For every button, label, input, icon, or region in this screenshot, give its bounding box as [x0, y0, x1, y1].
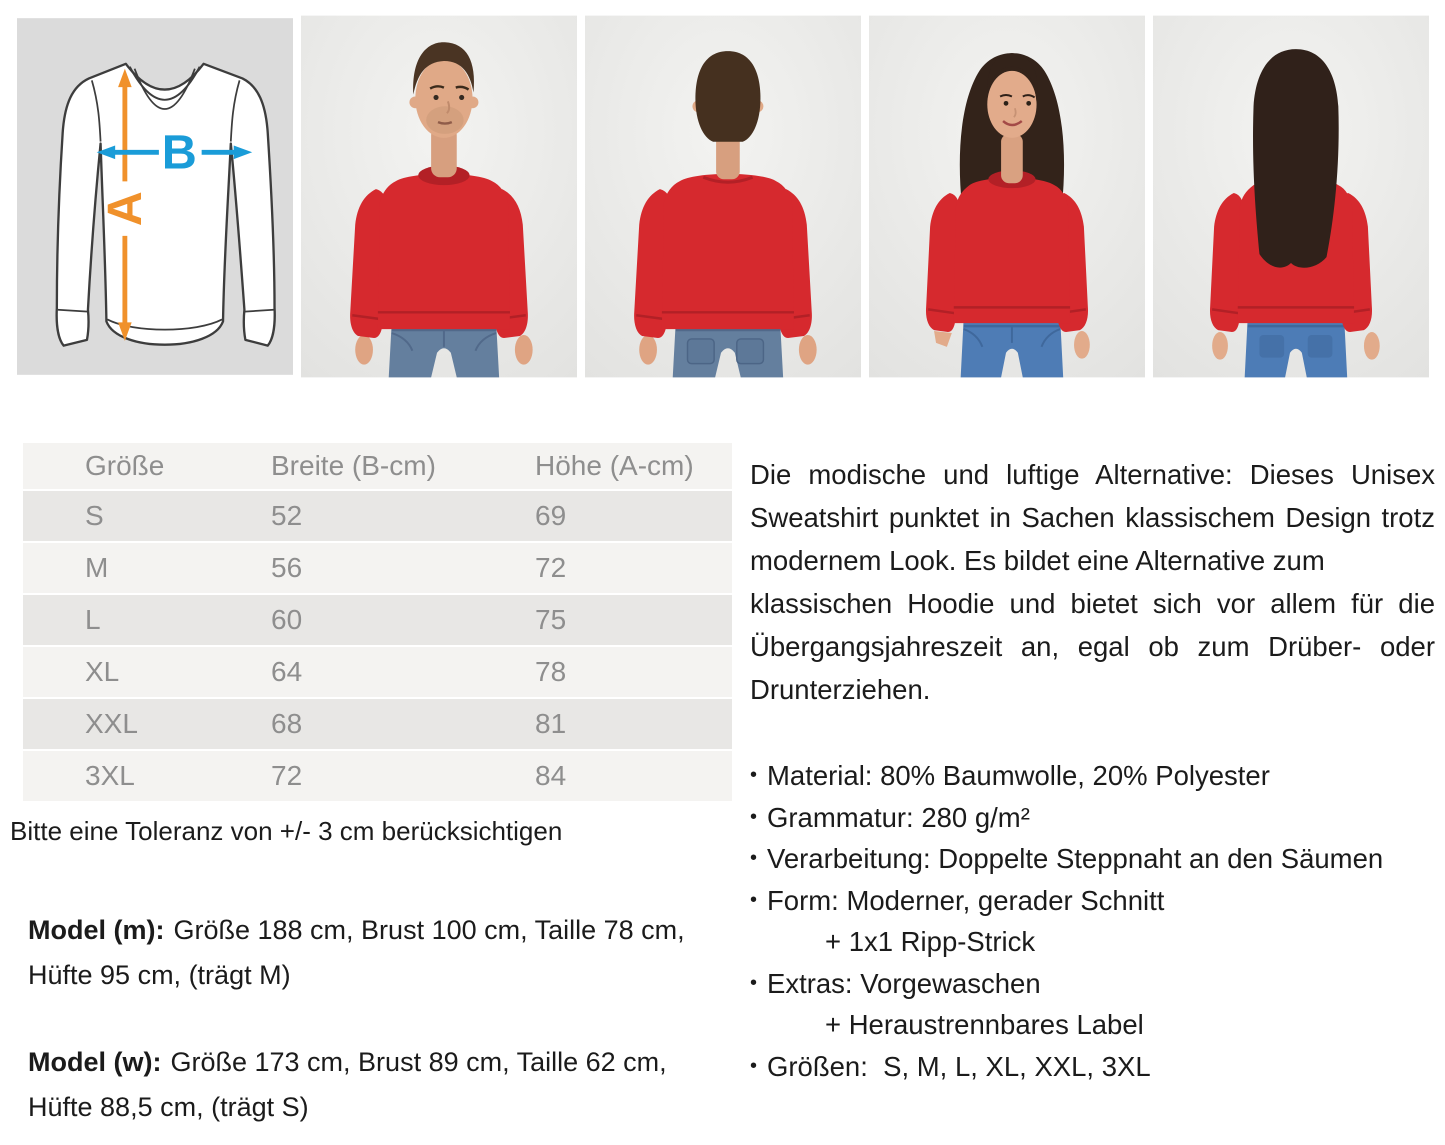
feature-item-form: [750, 880, 1435, 922]
size-diagram-image[interactable]: [17, 13, 293, 380]
description-line: Drunterziehen.: [750, 674, 931, 705]
bullet-dot: •: [750, 888, 758, 911]
size-table-header-row: [23, 443, 732, 489]
size-table: [23, 443, 732, 801]
feature-item-material: [750, 755, 1435, 797]
feature-text: + 1x1 Ripp-Strick: [825, 926, 1036, 957]
feature-text: Material: 80% Baumwolle, 20% Polyester: [767, 760, 1270, 791]
height-cell: 69: [535, 500, 567, 531]
width-cell: 56: [271, 552, 303, 583]
female-front-illustration: [869, 13, 1145, 380]
size-table-row-s: [23, 491, 732, 541]
feature-item-ripp-strick: [750, 921, 1435, 963]
feature-text: + Heraustrennbares Label: [825, 1009, 1144, 1040]
size-table-row-xxl: [23, 699, 732, 749]
size-cell: M: [85, 552, 109, 583]
female-back-illustration: [1153, 13, 1429, 380]
size-table-row-xl: [23, 647, 732, 697]
label-a: A: [97, 191, 152, 227]
feature-text: Größen: S, M, L, XL, XXL, 3XL: [767, 1050, 1151, 1082]
width-cell: 64: [271, 656, 303, 687]
bullet-dot: •: [750, 847, 758, 869]
tolerance-note: Bitte eine Toleranz von +/- 3 cm berücksichtigen: [10, 816, 563, 846]
model-male-front-photo[interactable]: [301, 13, 577, 380]
model-female-label: Model (w):: [28, 1047, 162, 1077]
description-column: [750, 443, 1435, 1130]
size-table-header-breite: Breite (B-cm): [271, 450, 436, 481]
model-info-female-line1: [28, 1040, 737, 1085]
feature-item-groessen: [750, 1046, 1435, 1088]
model-male-back-photo[interactable]: [585, 13, 861, 380]
male-front-illustration: [301, 13, 577, 380]
feature-item-grammatur: [750, 797, 1435, 839]
feature-text: Verarbeitung: Doppelte Steppnaht an den Säumen: [767, 843, 1384, 874]
feature-text: Extras: Vorgewaschen: [767, 967, 1041, 999]
model-female-front-photo[interactable]: [869, 13, 1145, 380]
label-b: B: [161, 125, 197, 180]
feature-item-label: [750, 1004, 1435, 1046]
model-info-male-line2: Hüfte 95 cm, (trägt M): [28, 960, 291, 990]
model-male-measurements: Größe 188 cm, Brust 100 cm, Taille 78 cm,: [173, 915, 685, 945]
model-male-label: Model (m):: [28, 915, 165, 945]
description-line: Sweatshirt punktet in Sachen klassischem Design trotz: [750, 502, 1435, 533]
size-table-row-l: [23, 595, 732, 645]
feature-text: Form: Moderner, gerader Schnitt: [767, 884, 1165, 916]
width-cell: 60: [271, 604, 303, 635]
model-info-female: [28, 1040, 737, 1130]
model-info-female-line2: Hüfte 88,5 cm, (trägt S): [28, 1092, 309, 1122]
bullet-dot: •: [750, 971, 758, 994]
size-cell: S: [85, 500, 104, 531]
feature-list: [750, 755, 1435, 1087]
description-line: Übergangsjahreszeit an, egal ob zum Drüber- oder: [750, 631, 1435, 662]
model-female-measurements: Größe 173 cm, Brust 89 cm, Taille 62 cm,: [170, 1047, 667, 1077]
height-cell: 78: [535, 656, 567, 687]
width-cell: 72: [271, 760, 303, 791]
size-table-header-hoehe: Höhe (A-cm): [535, 450, 694, 481]
model-female-back-photo[interactable]: [1153, 13, 1429, 380]
bullet-dot: •: [750, 764, 758, 786]
bullet-dot: •: [750, 805, 758, 828]
width-cell: 52: [271, 500, 303, 531]
height-cell: 72: [535, 552, 567, 583]
feature-item-verarbeitung: [750, 838, 1435, 880]
size-diagram-illustration: [17, 13, 293, 380]
description-line: Die modische und luftige Alternative: Dieses Unisex: [750, 459, 1435, 490]
product-info-section: [0, 443, 1445, 1130]
bullet-dot: •: [750, 1054, 758, 1077]
width-cell: 68: [271, 708, 303, 739]
size-cell: XXL: [85, 708, 138, 739]
product-image-gallery: [0, 0, 1445, 380]
size-table-row-m: [23, 543, 732, 593]
feature-text: Grammatur: 280 g/m²: [767, 801, 1030, 833]
feature-item-extras: [750, 963, 1435, 1005]
description-line: modernem Look. Es bildet eine Alternative zum: [750, 545, 1325, 576]
height-cell: 81: [535, 708, 567, 739]
size-cell: 3XL: [85, 760, 135, 791]
product-description: [750, 453, 1435, 711]
size-table-row-3xl: [23, 751, 732, 801]
height-cell: 75: [535, 604, 567, 635]
description-line: klassischen Hoodie und bietet sich vor allem für die: [750, 588, 1435, 619]
size-cell: XL: [85, 656, 120, 687]
male-back-illustration: [585, 13, 861, 380]
height-cell: 84: [535, 760, 567, 791]
size-cell: L: [85, 604, 101, 635]
model-info-male-line1: [28, 908, 737, 953]
model-info-male: [28, 908, 737, 998]
size-info-column: [10, 443, 737, 1130]
size-table-header-groesse: Größe: [85, 450, 165, 481]
